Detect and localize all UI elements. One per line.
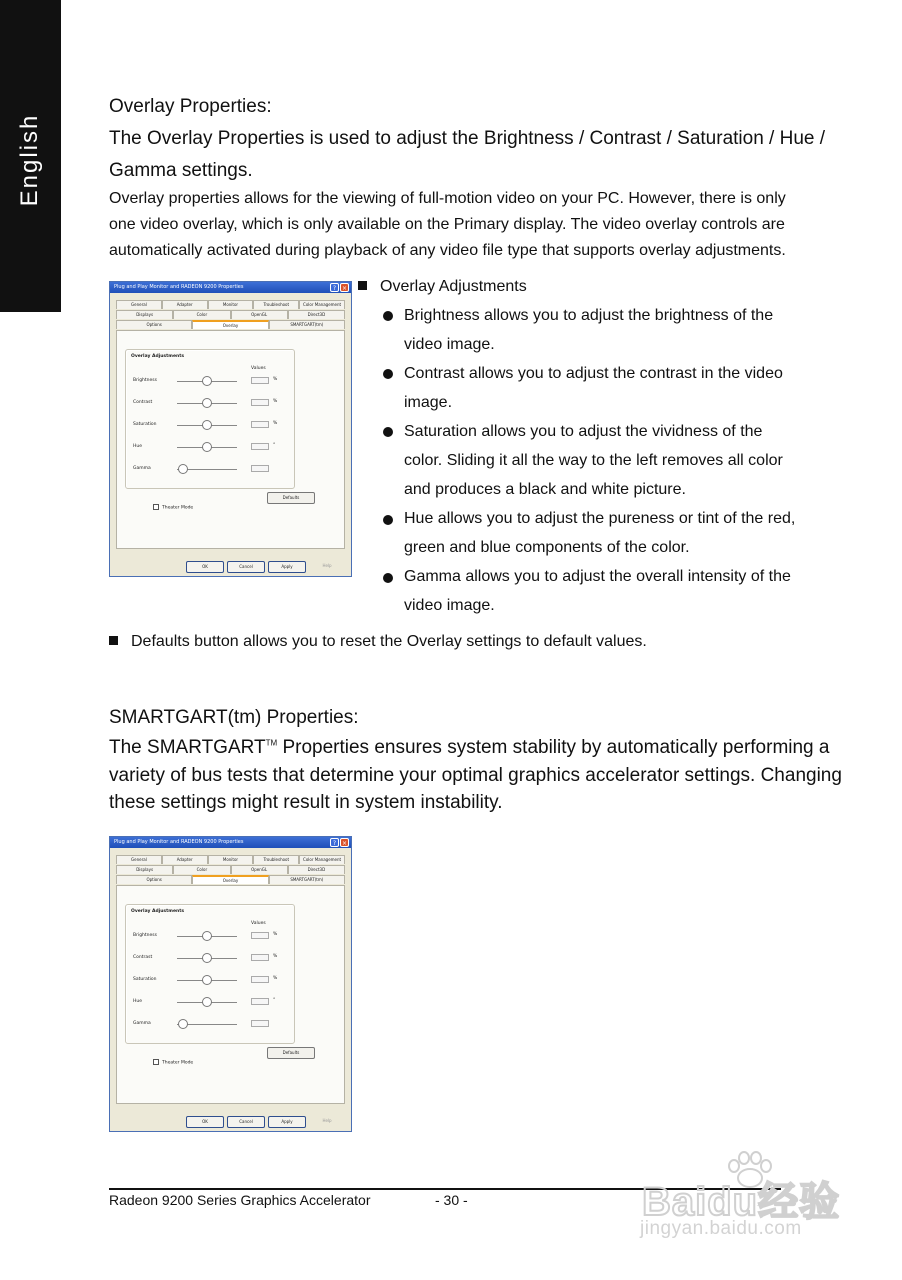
hue-line2: green and blue components of the color. [404, 539, 690, 556]
overlay-panel [116, 885, 345, 1104]
tab-general: General [116, 855, 162, 864]
slider-label: Hue [133, 999, 143, 1004]
dialog-title: Plug and Play Monitor and RADEON 9200 Properties [114, 839, 244, 845]
smartgart-line2: variety of bus tests that determine your optimal graphics accelerator settings. Changing [109, 765, 842, 786]
value-box [251, 954, 269, 961]
slider-label: Hue [133, 444, 143, 449]
help-button: Help [322, 563, 332, 568]
slider-thumb [202, 997, 212, 1007]
smartgart-line1-post: Properties ensures system stability by automatically performing a [277, 737, 830, 758]
brightness-line2: video image. [404, 336, 495, 353]
watermark-url: jingyan.baidu.com [640, 1218, 802, 1239]
slider-thumb [178, 464, 188, 474]
unit-label: % [273, 954, 278, 959]
slider-row-contrast [133, 398, 289, 408]
slider-row-gamma [133, 464, 289, 474]
tab-monitor: Monitor [208, 300, 254, 309]
values-label: Values [251, 366, 266, 371]
slider-label: Contrast [133, 400, 153, 405]
defaults-button: Defaults [267, 492, 315, 504]
value-box [251, 998, 269, 1005]
tab-monitor: Monitor [208, 855, 254, 864]
slider-row-contrast [133, 953, 289, 963]
overlay-adjustments-group [125, 904, 295, 1044]
value-box [251, 976, 269, 983]
unit-label: % [273, 421, 278, 426]
tab-row-2 [116, 310, 345, 319]
tab-general: General [116, 300, 162, 309]
value-box [251, 1020, 269, 1027]
slider-label: Gamma [133, 1021, 151, 1026]
ok-button: OK [186, 1116, 224, 1128]
slider-thumb [202, 931, 212, 941]
slider-row-hue [133, 997, 289, 1007]
tab-troubleshoot: Troubleshoot [253, 300, 299, 309]
value-box [251, 399, 269, 406]
contrast-line1: Contrast allows you to adjust the contrast in the video [404, 365, 783, 382]
contrast-line2: image. [404, 394, 453, 411]
language-label: English [16, 113, 43, 207]
slider-label: Brightness [133, 933, 157, 938]
overlay-panel [116, 330, 345, 549]
slider-thumb [202, 442, 212, 452]
checkbox-box [153, 1059, 159, 1065]
tab-adapter: Adapter [162, 855, 208, 864]
cancel-button: Cancel [227, 561, 265, 573]
tab-color-management: Color Management [299, 855, 345, 864]
help-icon: ? [330, 838, 339, 847]
slider-label: Brightness [133, 378, 157, 383]
tab-opengl: OpenGL [231, 310, 288, 319]
theater-mode-label: Theater Mode [162, 505, 194, 511]
bullet-dot [383, 369, 393, 379]
unit-label: % [273, 976, 278, 981]
footer-product: Radeon 9200 Series Graphics Accelerator [109, 1192, 371, 1208]
bullet-dot [383, 427, 393, 437]
baidu-watermark [640, 1150, 845, 1240]
help-button: Help [322, 1118, 332, 1123]
tab-overlay: Overlay [192, 320, 268, 329]
slider-label: Gamma [133, 466, 151, 471]
bullet-dot [383, 311, 393, 321]
slider-thumb [202, 420, 212, 430]
page-number: - 30 - [435, 1192, 468, 1208]
saturation-line3: and produces a black and white picture. [404, 481, 686, 498]
tab-row-3 [116, 320, 345, 329]
tab-options: Options [116, 320, 192, 329]
checkbox-box [153, 504, 159, 510]
tab-adapter: Adapter [162, 300, 208, 309]
tab-color: Color [173, 865, 230, 874]
tab-smartgart: SMARTGART(tm) [269, 320, 345, 329]
theater-mode-checkbox [153, 1059, 193, 1066]
bullet-dot [383, 515, 393, 525]
tab-displays: Displays [116, 310, 173, 319]
dialog-titlebar [110, 837, 351, 848]
tab-troubleshoot: Troubleshoot [253, 855, 299, 864]
overlay-dialog-screenshot-1 [109, 281, 352, 577]
language-side-tab [0, 0, 61, 312]
slider-thumb [202, 953, 212, 963]
unit-label: ° [273, 998, 276, 1003]
trademark-mark: TM [265, 738, 278, 748]
cancel-button: Cancel [227, 1116, 265, 1128]
tab-row-1 [116, 300, 345, 309]
group-label: Overlay Adjustments [131, 909, 185, 914]
slider-label: Contrast [133, 955, 153, 960]
slider-thumb [202, 975, 212, 985]
overlay-intro-line1: The Overlay Properties is used to adjust the Brightness / Contrast / Saturation / Hue / [109, 128, 826, 149]
slider-row-gamma [133, 1019, 289, 1029]
unit-label: ° [273, 443, 276, 448]
group-label: Overlay Adjustments [131, 354, 185, 359]
slider-row-brightness [133, 376, 289, 386]
overlay-adjustments-group [125, 349, 295, 489]
overlay-dialog-screenshot-2 [109, 836, 352, 1132]
theater-mode-label: Theater Mode [162, 1060, 194, 1066]
slider-row-hue [133, 442, 289, 452]
gamma-line2: video image. [404, 597, 495, 614]
overlay-intro-line2: Gamma settings. [109, 160, 253, 181]
tab-color-management: Color Management [299, 300, 345, 309]
ok-button: OK [186, 561, 224, 573]
slider-label: Saturation [133, 422, 157, 427]
gamma-line1: Gamma allows you to adjust the overall intensity of the [404, 568, 791, 585]
dialog-titlebar [110, 282, 351, 293]
slider-label: Saturation [133, 977, 157, 982]
brightness-line1: Brightness allows you to adjust the brightness of the [404, 307, 774, 324]
value-box [251, 421, 269, 428]
smartgart-line1-pre: The SMARTGART [109, 737, 266, 758]
value-box [251, 443, 269, 450]
slider-row-brightness [133, 931, 289, 941]
overlay-adjustments-title: Overlay Adjustments [358, 278, 527, 296]
apply-button: Apply [268, 561, 306, 573]
tab-row-3 [116, 875, 345, 884]
tab-direct3d: Direct3D [288, 865, 345, 874]
watermark-brand: Baidu经验 [642, 1180, 841, 1224]
overlay-desc-line3: automatically activated during playback of any video file type that supports overlay adjustments. [109, 242, 786, 259]
smartgart-line1 [109, 737, 829, 759]
close-icon: × [341, 840, 348, 847]
values-label: Values [251, 921, 266, 926]
tab-options: Options [116, 875, 192, 884]
unit-label: % [273, 932, 278, 937]
slider-thumb [202, 376, 212, 386]
overlay-desc-line2: one video overlay, which is only available on the Primary display. The video overlay controls are [109, 216, 785, 233]
overlay-desc-line1: Overlay properties allows for the viewing of full-motion video on your PC. However, there is only [109, 190, 786, 207]
saturation-line2: color. Sliding it all the way to the left removes all color [404, 452, 783, 469]
smartgart-heading: SMARTGART(tm) Properties: [109, 707, 359, 728]
tab-overlay: Overlay [192, 875, 268, 884]
tab-smartgart: SMARTGART(tm) [269, 875, 345, 884]
saturation-line1: Saturation allows you to adjust the vividness of the [404, 423, 763, 440]
tab-opengl: OpenGL [231, 865, 288, 874]
tab-color: Color [173, 310, 230, 319]
help-icon: ? [330, 283, 339, 292]
bullet-dot [383, 573, 393, 583]
slider-row-saturation [133, 420, 289, 430]
tab-direct3d: Direct3D [288, 310, 345, 319]
slider-thumb [178, 1019, 188, 1029]
value-box [251, 465, 269, 472]
unit-label: % [273, 377, 278, 382]
theater-mode-checkbox [153, 504, 193, 511]
dialog-button-row [186, 561, 345, 573]
value-box [251, 932, 269, 939]
slider-thumb [202, 398, 212, 408]
hue-line1: Hue allows you to adjust the pureness or tint of the red, [404, 510, 796, 527]
apply-button: Apply [268, 1116, 306, 1128]
dialog-button-row [186, 1116, 345, 1128]
value-box [251, 377, 269, 384]
tab-row-2 [116, 865, 345, 874]
tab-row-1 [116, 855, 345, 864]
tab-displays: Displays [116, 865, 173, 874]
defaults-note: Defaults button allows you to reset the Overlay settings to default values. [109, 633, 647, 651]
close-icon: × [341, 285, 348, 292]
defaults-button: Defaults [267, 1047, 315, 1059]
dialog-title: Plug and Play Monitor and RADEON 9200 Properties [114, 284, 244, 290]
slider-row-saturation [133, 975, 289, 985]
smartgart-line3: these settings might result in system instability. [109, 792, 503, 813]
overlay-heading: Overlay Properties: [109, 96, 272, 117]
unit-label: % [273, 399, 278, 404]
